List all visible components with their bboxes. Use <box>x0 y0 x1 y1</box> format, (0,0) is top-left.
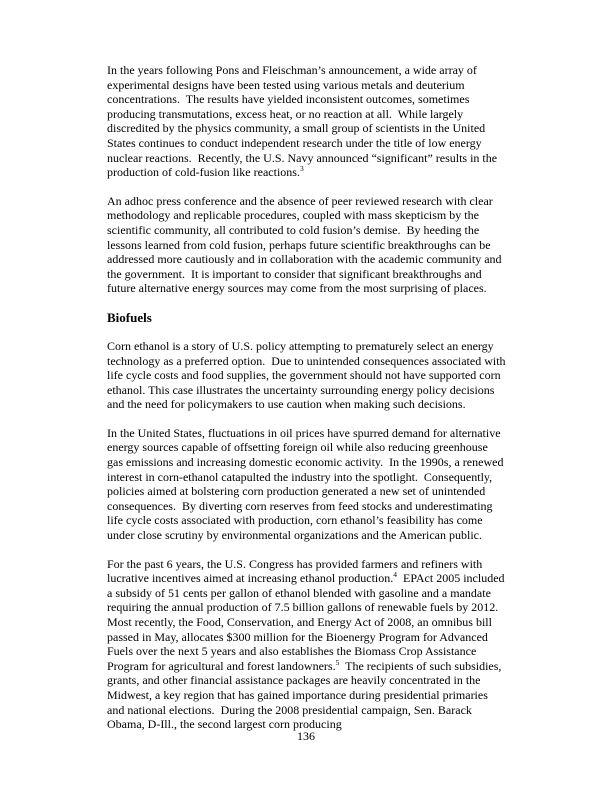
text-segment: Corn ethanol is a story of U.S. policy attempting to prematurely select an energy technology as a preferred option. Due to unintended consequences associated with life cycle costs and food supplies, the government should not have supported corn ethanol. This case illustrates the uncertainty surrounding energy policy decisions and the need for policymakers to use caution when making such decisions. <box>107 338 509 412</box>
paragraph-oil-price-fluctuations <box>107 426 506 543</box>
text-segment: An adhoc press conference and the absence of peer reviewed research with clear methodology and replicable procedures, coupled with mass skepticism by the scientific community, all contributed to cold fusion’s demise. By heeding the lessons learned from cold fusion, perhaps future scientific breakthroughs can be addressed more cautiously and in collaboration with the academic community and the government. It is important to consider that significant breakthroughs and future alternative energy sources may come from the most surprising of places. <box>107 193 505 296</box>
paragraph-corn-ethanol-story <box>107 338 509 412</box>
text-segment: In the years following Pons and Fleischman’s announcement, a wide array of experimental designs have been tested using various metals and deuterium concentrations. The results have yielded inconsistent outcomes, sometimes producing transmutations, excess heat, or no reaction at all. While largely discredited by the physics community, a small group of scientists in the United States continues to conduct independent research under the title of low energy nuclear reactions. Recently, the U.S. Navy announced “significant” results in the production of cold-fusion like reactions. <box>107 63 501 180</box>
text-segment: The recipients of such subsidies, grants, and other financial assistance packages are heavily concentrated in the Midwest, a key region that has gained importance during presidential primaries and national elections. During the 2008 presidential campaign, Sen. Barack Obama, D-Ill., the second largest corn producing <box>107 658 505 732</box>
footnote-ref-4: 4 <box>393 570 397 580</box>
text-segment: EPAct 2005 included a subsidy of 51 cents per gallon of ethanol blended with gasoline and a mandate requiring the annual production of 7.5 billion gallons of renewable fuels by 2012. Most recently, the Food, Conservation, and Energy Act of 2008, an omnibus bill passed in May, allocates $300 million for the Bioenergy Program for Advanced Fuels over the next 5 years and also establishes the Biomass Crop Assistance Program for agricultural and forest landowners. <box>107 571 508 673</box>
page-number: 136 <box>297 729 315 743</box>
section-heading-biofuels: Biofuels <box>107 309 152 325</box>
document-body <box>107 63 509 746</box>
footnote-ref-5: 5 <box>335 657 340 667</box>
paragraph-cold-fusion-demise <box>107 194 506 296</box>
paragraph-congress-incentives <box>107 557 506 732</box>
text-segment: In the United States, fluctuations in oil prices have spurred demand for alternative energy sources capable of offsetting foreign oil while also reducing greenhouse gas emissions and increasing domestic economic activity. In the 1990s, a renewed interest in corn-ethanol catapulted the industry into the spotlight. Consequently, policies aimed at bolstering corn production generated a new set of unintended consequences. By diverting corn reserves from feed stocks and underestimating life cycle costs associated with production, corn ethanol’s feasibility has come under close scrutiny by environmental organizations and the American public. <box>107 425 507 543</box>
paragraph-cold-fusion-experiments <box>107 63 506 180</box>
page-footer <box>0 729 612 744</box>
text-segment: For the past 6 years, the U.S. Congress has provided farmers and refiners with lucrative incentives aimed at increasing ethanol production. <box>107 556 486 586</box>
footnote-ref-3: 3 <box>299 164 304 174</box>
